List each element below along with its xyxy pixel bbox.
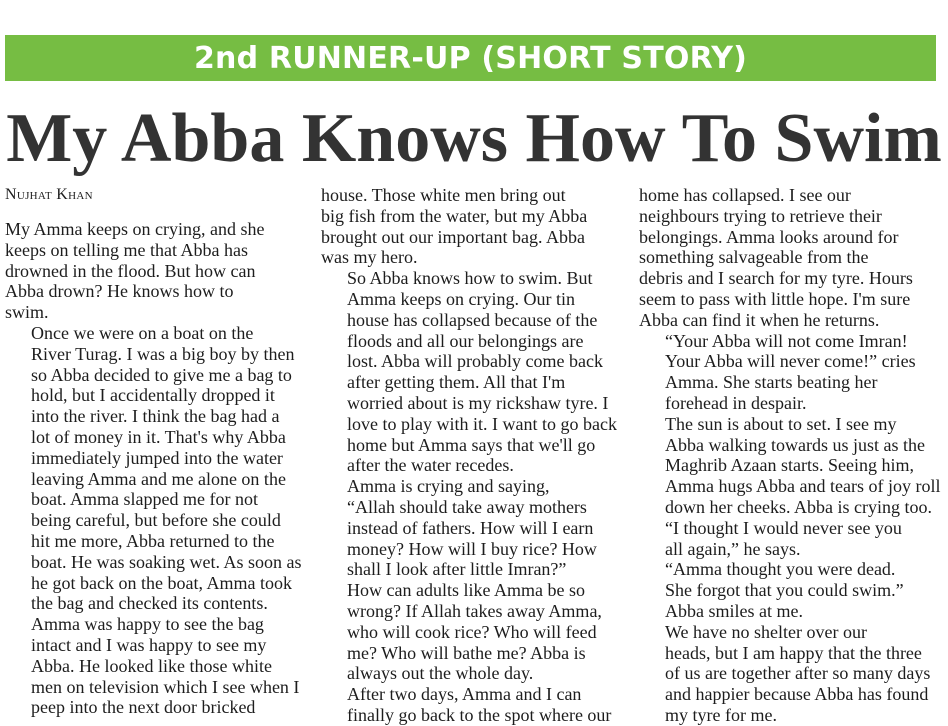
banner-title: 2nd RUNNER-UP (SHORT STORY) [193, 40, 748, 76]
text-line: neighbours trying to retrieve their [639, 205, 882, 226]
text-line: love to play with it. I want to go back [347, 413, 617, 434]
text-line: Abba can find it when he returns. [639, 309, 880, 330]
text-line: wrong? If Allah takes away Amma, [347, 600, 602, 621]
text-line: debris and I search for my tyre. Hours [639, 268, 913, 289]
text-line: the bag and checked its contents. [31, 593, 268, 614]
story-paragraph [639, 518, 939, 560]
text-line: So Abba knows how to swim. But [347, 268, 593, 289]
text-line: River Turag. I was a big boy by then [31, 343, 295, 364]
text-line: Amma hugs Abba and tears of joy roll [665, 476, 941, 497]
text-line: “Your Abba will not come Imran! [665, 330, 908, 351]
text-line: boat. He was soaking wet. As soon as [31, 551, 302, 572]
story-paragraph [321, 684, 617, 726]
text-line: home but Amma says that we'll go [347, 434, 596, 455]
story-paragraph [321, 268, 617, 476]
text-column-1 [5, 184, 302, 718]
text-line: Amma keeps on crying. Our tin [347, 288, 575, 309]
column-body [321, 185, 617, 726]
text-line: leaving Amma and me alone on the [31, 468, 286, 489]
text-line: Maghrib Azaan starts. Seeing him, [665, 455, 914, 476]
text-line: keeps on telling me that Abba has [5, 239, 248, 260]
text-column-3 [639, 185, 941, 725]
text-line: My Amma keeps on crying, and she [5, 219, 265, 239]
text-line: Abba walking towards us just as the [665, 434, 925, 455]
text-line: finally go back to the spot where our [347, 704, 612, 725]
story-paragraph [5, 219, 299, 323]
story-paragraph [321, 185, 617, 268]
text-line: peep into the next door bricked [31, 697, 256, 718]
text-line: house. Those white men bring out [321, 185, 566, 205]
column-body [639, 185, 939, 726]
text-line: Amma is crying and saying, [347, 476, 550, 497]
text-line: “I thought I would never see you [665, 517, 902, 538]
text-line: Abba smiles at me. [665, 600, 803, 621]
text-line: “Amma thought you were dead. [665, 559, 896, 580]
text-line: brought out our important bag. Abba [321, 226, 585, 247]
text-line: drowned in the flood. But how can [5, 260, 256, 281]
text-line: of us are together after so many days [665, 663, 931, 684]
text-line: How can adults like Amma be so [347, 580, 585, 601]
text-line: immediately jumped into the water [31, 447, 283, 468]
section-banner [5, 35, 936, 81]
text-line: shall I look after little Imran?” [347, 559, 567, 580]
text-line: lost. Abba will probably come back [347, 351, 603, 372]
text-line: forehead in despair. [665, 392, 807, 413]
text-line: She forgot that you could swim.” [665, 580, 904, 601]
text-line: hit me more, Abba returned to the [31, 530, 275, 551]
story-paragraph [321, 476, 617, 580]
text-line: who will cook rice? Who will feed [347, 621, 597, 642]
text-line: and happier because Abba has found [665, 684, 929, 705]
text-column-2 [321, 185, 617, 725]
story-paragraph [5, 322, 302, 718]
text-line: all again,” he says. [665, 538, 801, 559]
text-line: money? How will I buy rice? How [347, 538, 597, 559]
text-line: intact and I was happy to see my [31, 634, 267, 655]
text-line: floods and all our belongings are [347, 330, 584, 351]
text-line: boat. Amma slapped me for not [31, 489, 258, 510]
text-line: he got back on the boat, Amma took [31, 572, 292, 593]
text-line: my tyre for me. [665, 704, 777, 725]
story-paragraph [639, 414, 939, 518]
text-line: being careful, but before she could [31, 510, 281, 531]
text-line: belongings. Amma looks around for [639, 226, 899, 247]
text-line: into the river. I think the bag had a [31, 406, 280, 427]
story-headline: My Abba Knows How To Swim [6, 100, 942, 177]
text-line: home has collapsed. I see our [639, 185, 851, 205]
text-line: “Allah should take away mothers [347, 496, 587, 517]
text-line: men on television which I see when I [31, 676, 300, 697]
text-line: Your Abba will never come!” cries [665, 351, 916, 372]
text-line: The sun is about to set. I see my [665, 413, 897, 434]
text-line: Abba. He looked like those white [31, 655, 272, 676]
text-line: after getting them. All that I'm [347, 372, 566, 393]
text-line: After two days, Amma and I can [347, 684, 582, 705]
text-line: Amma. She starts beating her [665, 372, 878, 393]
author-byline: Nujhat Khan [5, 186, 93, 203]
text-line: We have no shelter over our [665, 621, 867, 642]
text-line: house has collapsed because of the [347, 309, 598, 330]
text-line: always out the whole day. [347, 663, 534, 684]
text-line: down her cheeks. Abba is crying too. [665, 496, 932, 517]
story-paragraph [321, 580, 617, 684]
text-line: swim. [5, 302, 49, 323]
text-line: Amma was happy to see the bag [31, 614, 264, 635]
story-paragraph [639, 331, 939, 414]
text-line: hold, but I accidentally dropped it [31, 385, 275, 406]
text-line: Once we were on a boat on the [31, 322, 254, 343]
story-paragraph [639, 622, 939, 726]
text-line: after the water recedes. [347, 455, 514, 476]
text-line: something salvageable from the [639, 247, 869, 268]
text-line: me? Who will bathe me? Abba is [347, 642, 586, 663]
text-line: big fish from the water, but my Abba [321, 205, 588, 226]
text-line: Abba drown? He knows how to [5, 281, 234, 302]
story-paragraph [639, 559, 939, 621]
text-line: seem to pass with little hope. I'm sure [639, 288, 911, 309]
text-line: was my hero. [321, 247, 418, 268]
text-line: so Abba decided to give me a bag to [31, 364, 292, 385]
text-line: lot of money in it. That's why Abba [31, 426, 286, 447]
text-line: worried about is my rickshaw tyre. I [347, 392, 609, 413]
text-line: heads, but I am happy that the three [665, 642, 922, 663]
text-line: instead of fathers. How will I earn [347, 517, 594, 538]
story-paragraph [639, 185, 939, 331]
column-body [5, 219, 302, 718]
